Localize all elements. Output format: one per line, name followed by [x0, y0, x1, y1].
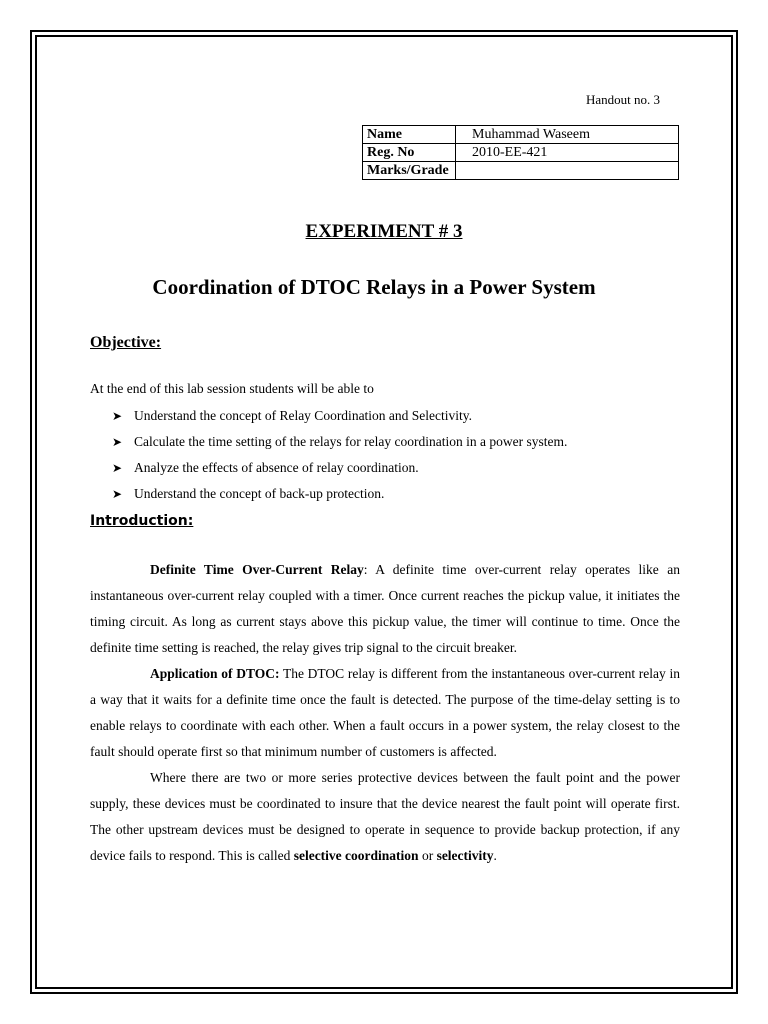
- experiment-heading: EXPERIMENT # 3: [305, 221, 463, 242]
- table-row: [363, 144, 679, 162]
- student-info-table: [362, 125, 679, 180]
- list-item: ➤ Calculate the time setting of the relays for relay coordination in a power system.: [112, 431, 567, 457]
- paragraph-selectivity: Where there are two or more series protective devices between the fault point and the power supply, these devices must be coordinated to insure that the device nearest the fault point will operate first. The other upstream devices must be designed to operate in sequence to provide backup protection, if any device fails to respond. This is called selective coordination or selectivity.: [90, 770, 680, 863]
- marks-value: [456, 162, 679, 180]
- introduction-heading: Introduction:: [90, 513, 194, 529]
- reg-label: Reg. No: [363, 144, 456, 162]
- document-title: Coordination of DTOC Relays in a Power System: [152, 275, 596, 299]
- name-label: Name: [363, 126, 456, 144]
- table-row: [363, 126, 679, 144]
- list-item: ➤ Understand the concept of back-up protection.: [112, 483, 567, 509]
- handout-number: Handout no. 3: [586, 92, 661, 107]
- reg-value: 2010-EE-421: [456, 144, 679, 162]
- arrow-bullet-icon: ➤: [112, 435, 123, 449]
- objective-intro: At the end of this lab session students will be able to: [90, 381, 374, 396]
- table-row: [363, 162, 679, 180]
- introduction-body: [90, 557, 680, 869]
- arrow-bullet-icon: ➤: [112, 409, 123, 423]
- list-item: ➤ Understand the concept of Relay Coordination and Selectivity.: [112, 405, 567, 431]
- paragraph-dtoc-definition: Definite Time Over-Current Relay: A definite time over-current relay operates like an instantaneous over-current relay coupled with a timer. Once current reaches the pickup value, it initiates the timing circuit. As long as current stays above this pickup value, the timer will continue to time. Once the definite time setting is reached, the relay gives trip signal to the circuit breaker.: [90, 562, 680, 655]
- paragraph-dtoc-application: Application of DTOC: The DTOC relay is different from the instantaneous over-current relay in a way that it waits for a definite time once the fault is detected. The purpose of the time-delay setting is to enable relays to coordinate with each other. When a fault occurs in a power system, the relay closest to the fault should operate first so that minimum number of customers is affected.: [90, 666, 681, 759]
- arrow-bullet-icon: ➤: [112, 487, 123, 501]
- name-value: Muhammad Waseem: [456, 126, 679, 144]
- objective-list: [112, 405, 567, 509]
- list-item: ➤ Analyze the effects of absence of relay coordination.: [112, 457, 567, 483]
- marks-label: Marks/Grade: [363, 162, 456, 180]
- arrow-bullet-icon: ➤: [112, 461, 123, 475]
- objective-heading: Objective:: [90, 334, 162, 351]
